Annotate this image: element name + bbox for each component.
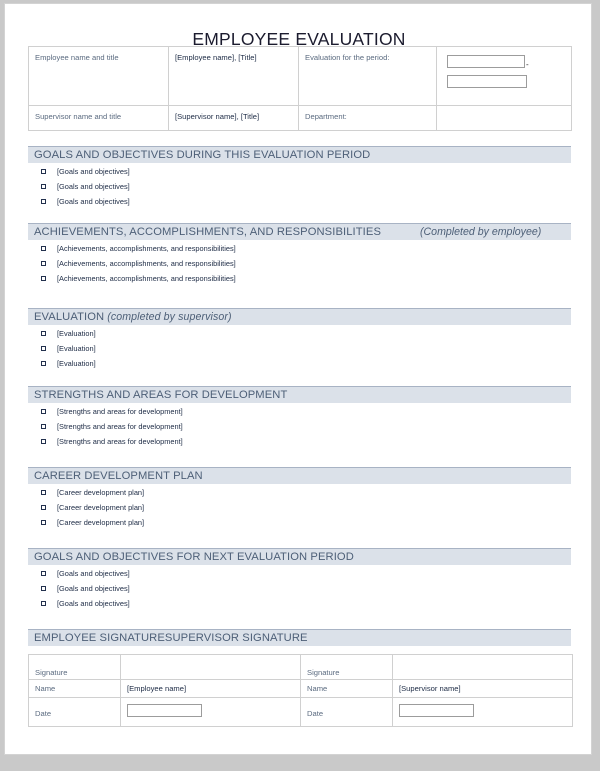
checkbox-square-icon xyxy=(41,520,46,525)
checkbox-square-icon xyxy=(41,346,46,351)
section-title: ACHIEVEMENTS, ACCOMPLISHMENTS, AND RESPONSIBILITIES xyxy=(34,226,382,238)
checkbox-square-icon xyxy=(41,276,46,281)
section-header-career-plan xyxy=(28,467,571,484)
employee-name-row-label: Name xyxy=(29,680,121,698)
list-item[interactable] xyxy=(28,437,571,452)
list-item-label: [Achievements, accomplishments, and responsibilities] xyxy=(57,259,236,268)
checkbox-square-icon xyxy=(41,361,46,366)
supervisor-name-value[interactable]: [Supervisor name], [Title] xyxy=(169,106,299,131)
section-header-goals-next xyxy=(28,548,571,565)
table-row xyxy=(29,106,572,131)
checkbox-square-icon xyxy=(41,586,46,591)
list-item[interactable] xyxy=(28,518,571,533)
department-value[interactable] xyxy=(437,106,572,131)
list-item-label: [Evaluation] xyxy=(57,329,96,338)
list-item-label: [Strengths and areas for development] xyxy=(57,407,183,416)
supervisor-date-input[interactable] xyxy=(399,704,474,717)
supervisor-date-label: Date xyxy=(301,698,393,727)
list-item-label: [Evaluation] xyxy=(57,359,96,368)
section-title: CAREER DEVELOPMENT PLAN xyxy=(34,470,203,482)
list-item[interactable] xyxy=(28,584,571,599)
section-subtitle: (completed by supervisor) xyxy=(107,311,232,323)
employee-name-value[interactable]: [Employee name], [Title] xyxy=(169,47,299,106)
employee-signature-label: Signature xyxy=(29,655,121,680)
section-list-career-plan xyxy=(28,488,571,533)
list-item-label: [Goals and objectives] xyxy=(57,569,130,578)
employee-date-cell xyxy=(121,698,301,727)
employee-info-table xyxy=(28,46,572,131)
list-item-label: [Goals and objectives] xyxy=(57,182,130,191)
employee-date-input[interactable] xyxy=(127,704,202,717)
supervisor-date-cell xyxy=(393,698,573,727)
section-header-achievements xyxy=(28,223,571,240)
list-item-label: [Achievements, accomplishments, and responsibilities] xyxy=(57,274,236,283)
checkbox-square-icon xyxy=(41,424,46,429)
section-title: GOALS AND OBJECTIVES DURING THIS EVALUATION PERIOD xyxy=(34,149,371,161)
list-item-label: [Career development plan] xyxy=(57,503,145,512)
list-item-label: [Goals and objectives] xyxy=(57,584,130,593)
evaluation-period-fields xyxy=(437,47,572,106)
section-header-signatures xyxy=(28,629,571,646)
section-title: GOALS AND OBJECTIVES FOR NEXT EVALUATION PERIOD xyxy=(34,551,354,563)
section-title: STRENGTHS AND AREAS FOR DEVELOPMENT xyxy=(34,389,288,401)
list-item[interactable] xyxy=(28,359,571,374)
employee-name-row-value[interactable]: [Employee name] xyxy=(121,680,301,698)
supervisor-name-row-value[interactable]: [Supervisor name] xyxy=(393,680,573,698)
list-item-label: [Career development plan] xyxy=(57,518,145,527)
section-title-text: EVALUATION xyxy=(34,311,105,323)
evaluation-period-label: Evaluation for the period: xyxy=(299,47,437,106)
employee-date-label: Date xyxy=(29,698,121,727)
checkbox-square-icon xyxy=(41,409,46,414)
list-item-label: [Achievements, accomplishments, and responsibilities] xyxy=(57,244,236,253)
period-start-input[interactable] xyxy=(447,55,525,68)
table-row xyxy=(29,698,573,727)
section-header-goals-current xyxy=(28,146,571,163)
supervisor-signature-label: Signature xyxy=(301,655,393,680)
list-item[interactable] xyxy=(28,422,571,437)
checkbox-square-icon xyxy=(41,490,46,495)
list-item-label: [Goals and objectives] xyxy=(57,197,130,206)
checkbox-square-icon xyxy=(41,184,46,189)
list-item[interactable] xyxy=(28,488,571,503)
list-item-label: [Goals and objectives] xyxy=(57,167,130,176)
employee-signature-value[interactable] xyxy=(121,655,301,680)
list-item[interactable] xyxy=(28,259,571,274)
signature-table xyxy=(28,654,573,727)
employee-signature-heading: EMPLOYEE SIGNATURE xyxy=(34,632,165,644)
employee-name-label: Employee name and title xyxy=(29,47,169,106)
checkbox-square-icon xyxy=(41,169,46,174)
period-separator: - xyxy=(526,60,529,69)
list-item-label: [Career development plan] xyxy=(57,488,145,497)
checkbox-square-icon xyxy=(41,505,46,510)
document-page xyxy=(4,3,592,755)
list-item-label: [Strengths and areas for development] xyxy=(57,422,183,431)
list-item[interactable] xyxy=(28,167,571,182)
list-item[interactable] xyxy=(28,599,571,614)
section-subtitle: (Completed by employee) xyxy=(420,226,542,238)
checkbox-square-icon xyxy=(41,246,46,251)
section-title xyxy=(34,632,308,644)
section-title xyxy=(34,311,232,323)
list-item[interactable] xyxy=(28,407,571,422)
section-list-strengths xyxy=(28,407,571,452)
supervisor-name-row-label: Name xyxy=(301,680,393,698)
supervisor-signature-heading: SUPERVISOR SIGNATURE xyxy=(164,632,308,644)
list-item-label: [Evaluation] xyxy=(57,344,96,353)
list-item[interactable] xyxy=(28,344,571,359)
table-row xyxy=(29,47,572,106)
checkbox-square-icon xyxy=(41,601,46,606)
checkbox-square-icon xyxy=(41,199,46,204)
list-item[interactable] xyxy=(28,182,571,197)
section-header-strengths xyxy=(28,386,571,403)
table-row xyxy=(29,680,573,698)
supervisor-signature-value[interactable] xyxy=(393,655,573,680)
checkbox-square-icon xyxy=(41,571,46,576)
list-item[interactable] xyxy=(28,569,571,584)
checkbox-square-icon xyxy=(41,439,46,444)
section-header-evaluation xyxy=(28,308,571,325)
section-list-goals-next xyxy=(28,569,571,614)
table-row xyxy=(29,655,573,680)
checkbox-square-icon xyxy=(41,261,46,266)
section-list-evaluation xyxy=(28,329,571,374)
list-item[interactable] xyxy=(28,274,571,289)
section-list-goals-current xyxy=(28,167,571,212)
list-item-label: [Goals and objectives] xyxy=(57,599,130,608)
list-item[interactable] xyxy=(28,329,571,344)
section-list-achievements xyxy=(28,244,571,289)
list-item[interactable] xyxy=(28,244,571,259)
period-end-input[interactable] xyxy=(447,75,527,88)
list-item[interactable] xyxy=(28,197,571,212)
supervisor-name-label: Supervisor name and title xyxy=(29,106,169,131)
list-item-label: [Strengths and areas for development] xyxy=(57,437,183,446)
department-label: Department: xyxy=(299,106,437,131)
page-title: EMPLOYEE EVALUATION xyxy=(192,29,406,49)
checkbox-square-icon xyxy=(41,331,46,336)
list-item[interactable] xyxy=(28,503,571,518)
